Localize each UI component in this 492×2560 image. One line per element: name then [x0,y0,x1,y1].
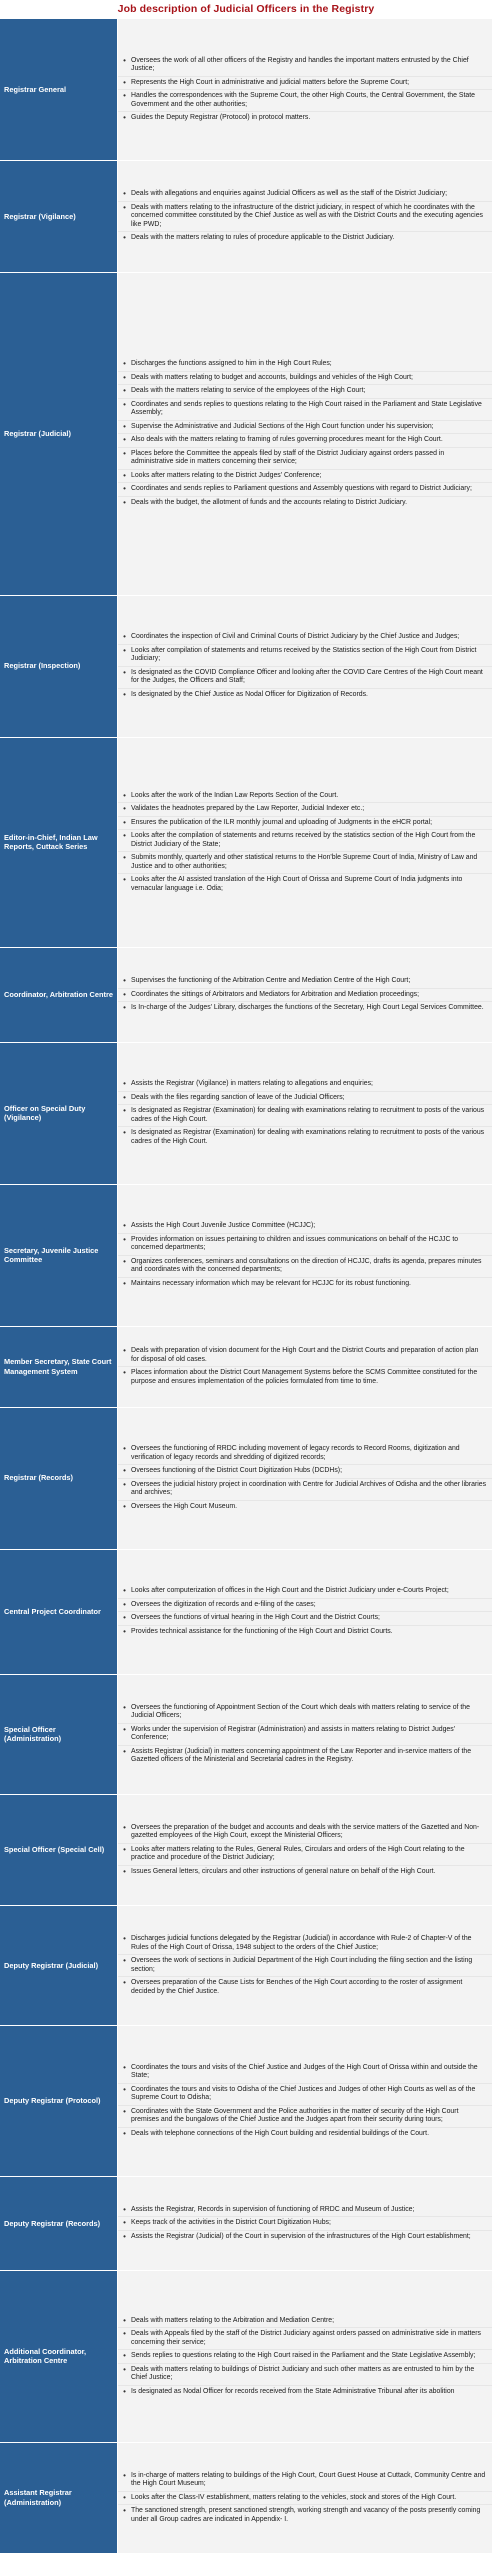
duty-text: Looks after matters relating to the District Judges' Conference; [131,471,322,479]
officer-row [0,948,492,1043]
officer-name: Coordinator, Arbitration Centre [4,990,113,1000]
duty-text: Discharges the functions assigned to him in the High Court Rules; [131,360,332,367]
bullet-icon: • [123,1106,126,1115]
bullet-icon: • [123,1221,126,1230]
bullet-icon: • [123,435,126,444]
officer-row [0,1043,492,1185]
bullet-icon: • [123,2204,126,2214]
bullet-icon: • [123,1003,126,1012]
officer-name: Registrar (Vigilance) [4,211,76,221]
bullet-icon: • [123,2315,126,2325]
duty-text: Deals with matters relating to budget and accounts, buildings and vehicles of the High Court; [131,373,413,381]
bullet-icon: • [123,55,126,65]
duties-list [118,2026,492,2176]
duty-item [118,1479,492,1501]
bullet-icon: • [123,1234,126,1244]
duty-item [118,434,492,448]
bullet-icon: • [123,202,126,212]
duty-item [118,2350,492,2364]
bullet-icon: • [123,372,126,382]
duty-text: Oversees the preparation of the budget and accounts and deals with the service matters of the Gazetted and Non-gazetted employees of the High Court, except the Ministerial Officers; [131,1823,480,1839]
officer-name: Editor-in-Chief, Indian Law Reports, Cuttack Series [4,832,98,852]
duty-item [118,2315,492,2329]
duty-item [118,667,492,689]
officer-name: Assistant Registrar (Administration) [4,2488,72,2507]
duty-text: Oversees the digitization of records and e-filing of the cases; [131,1600,316,1608]
bullet-icon: • [123,1128,126,1137]
duty-item [118,1612,492,1626]
bullet-icon: • [123,1346,126,1355]
bullet-icon: • [123,1724,126,1734]
duty-item [118,1955,492,1977]
duty-item [118,2128,492,2141]
duty-text: Looks after the work of the Indian Law Reports Section of the Court. [131,791,339,799]
duty-item [118,1599,492,1613]
duties-list [118,2177,492,2271]
duty-item [118,1234,492,1256]
duty-text: Also deals with the matters relating to framing of rules governing procedures meant for the High Court. [131,436,443,443]
duty-text: Oversees the judicial history project in coordination with Centre for Judicial Archives of Odisha and the other libraries and archives; [131,1480,487,1496]
duty-item [118,790,492,804]
duty-text: Looks after the Class-IV establishment, matters relating to the vehicles, stock and stores of the High Court. [131,2493,457,2501]
bullet-icon: • [123,386,126,395]
bullet-icon: • [123,359,126,368]
duty-item [118,448,492,470]
bullet-icon: • [123,1702,126,1712]
duty-item [118,1626,492,1639]
officer-name: Special Officer (Special Cell) [4,1845,105,1855]
officer-cell [0,2443,118,2554]
duty-text: Places before the Committee the appeals filed by staff of the District Judiciary against orders passed in administrative side in matters concerning their service; [131,449,445,465]
duty-text: Oversees the work of sections in Judicial Department of the High Court including the filing section and the listing section; [131,1957,473,1973]
officer-cell [0,2026,118,2176]
duty-item [118,483,492,497]
duty-text: Looks after matters relating to the Rules, General Rules, Circulars and orders of the High Court relating to the practice and procedure of the District Judiciary; [131,1845,465,1861]
duties-list [118,1408,492,1549]
officer-row [0,1795,492,1907]
duty-text: Provides technical assistance for the functioning of the High Court and District Courts. [131,1627,393,1635]
bullet-icon: • [123,1934,126,1943]
officer-cell [0,1550,118,1674]
officer-name: Central Project Coordinator [4,1606,101,1616]
duty-item [118,1724,492,1746]
officer-name: Registrar General [4,84,67,94]
officer-name: Registrar (Judicial) [4,428,71,438]
duty-text: Keeps track of the activities in the District Court Digitization Hubs; [131,2219,331,2226]
bullet-icon: • [123,1444,126,1453]
duty-item [118,689,492,702]
duty-text: Oversees the High Court Museum. [131,1502,238,1510]
duty-text: Oversees preparation of the Cause Lists for Benches of the High Court according to the roster of assignment decided by the Chief Justice. [131,1979,463,1995]
officer-name: Deputy Registrar (Protocol) [4,2096,101,2106]
duty-text: Is designated as the COVID Compliance Officer and looking after the COVID Care Centres of the High Court meant for the Judges, the Officers and Staff; [131,668,483,684]
duty-item [118,1256,492,1278]
bullet-icon: • [123,2106,126,2116]
bullet-icon: • [123,1626,126,1636]
bullet-icon: • [123,831,126,840]
duty-text: Assists the High Court Juvenile Justice Committee (HCJJC); [131,1222,316,1229]
officer-row [0,738,492,949]
duty-text: Is designated as Nodal Officer for records received from the State Administrative Tribunal after its abolition [131,2387,455,2395]
bullet-icon: • [123,2062,126,2072]
duty-item [118,1092,492,1106]
duty-text: Deals with the matters relating to rules of procedure applicable to the District Judiciary. [131,234,395,241]
page-title: Job description of Judicial Officers in the Registry [117,3,375,15]
duty-item [118,1933,492,1955]
bullet-icon: • [123,1613,126,1622]
bullet-icon: • [123,448,126,458]
bullet-icon: • [123,976,126,985]
duty-text: Assists the Registrar (Vigilance) in matters relating to allegations and enquiries; [131,1080,373,1087]
officer-row [0,161,492,273]
bullet-icon: • [123,1599,126,1609]
duty-text: Places information about the District Court Management Systems before the SCMS Committee constituted for the purpose and ensures implementation of the policies formulated from time to time. [131,1369,478,1385]
officer-cell [0,738,118,948]
duty-item [118,1501,492,1514]
duties-list [118,1906,492,2025]
duty-text: Coordinates and sends replies to questions relating to the High Court raised in the Parliament and State Legislative Assembly; [131,400,482,416]
duty-item [118,1977,492,1998]
officer-name: Additional Coordinator, Arbitration Centre [4,2346,87,2366]
duty-item [118,1866,492,1879]
duties-list [118,596,492,737]
duty-item [118,2204,492,2218]
duty-item [118,975,492,989]
bullet-icon: • [123,421,126,431]
duty-text: Deals with the budget, the allotment of funds and the accounts relating to District Judiciary. [131,498,408,506]
duty-text: Ensures the publication of the ILR monthly journal and uploading of Judgments in the eHCR portal; [131,818,433,826]
duty-item [118,2328,492,2350]
duties-list [118,161,492,272]
officer-cell [0,161,118,272]
duty-text: Looks after compilation of statements and returns received by the Statistics section of the High Court from District Judiciary; [131,646,477,662]
bullet-icon: • [123,989,126,999]
duty-item [118,2062,492,2084]
officer-row [0,1327,492,1408]
officer-row [0,1408,492,1550]
officer-cell [0,1795,118,1906]
duty-text: Looks after computerization of offices in the High Court and the District Judiciary under e-Courts Project; [131,1587,449,1594]
bullet-icon: • [123,804,126,813]
duty-item [118,2386,492,2399]
officer-cell [0,19,118,160]
duty-item [118,55,492,77]
bullet-icon: • [123,1368,126,1377]
bullet-icon: • [123,2470,126,2480]
duty-item [118,2217,492,2231]
officer-name: Registrar (Records) [4,1473,73,1483]
officer-row [0,1185,492,1327]
bullet-icon: • [123,1479,126,1489]
officer-name: Special Officer (Administration) [4,1724,62,1743]
officer-row [0,1550,492,1675]
officer-row [0,273,492,596]
officer-row [0,2177,492,2272]
duty-item [118,399,492,421]
duty-item [118,1002,492,1015]
officer-cell [0,1408,118,1549]
duty-text: Assists the Registrar, Records in supervision of functioning of RRDC and Museum of Justice; [131,2205,415,2213]
duty-item [118,470,492,484]
officer-row [0,596,492,738]
duty-text: Deals with the files regarding sanction of leave of the Judicial Officers; [131,1093,345,1101]
duty-text: Deals with matters relating to the infrastructure of the district judiciary, in respect of which he coordinates with the concerned committee constituted by the Chief Justice as well as with the District Courts and the executing agencies like PWD; [131,203,483,228]
duty-text: Supervises the functioning of the Arbitration Centre and Mediation Centre of the High Court; [131,977,411,984]
duty-text: Assists Registrar (Judicial) in matters concerning appointment of the Law Reporter and in-service matters of the Gazetted officers of the Ministerial and Secretarial cadres in the Registry. [131,1747,472,1763]
officer-cell [0,273,118,595]
bullet-icon: • [123,2492,126,2502]
bullet-icon: • [123,1746,126,1756]
bullet-icon: • [123,853,126,862]
duty-item [118,202,492,233]
bullet-icon: • [123,113,126,122]
officer-row [0,1906,492,2026]
bullet-icon: • [123,233,126,242]
bullet-icon: • [123,497,126,507]
bullet-icon: • [123,2386,126,2396]
bullet-icon: • [123,875,126,884]
officer-name: Member Secretary, State Court Management System [4,1357,112,1376]
duties-list [118,1043,492,1184]
bullet-icon: • [123,77,126,87]
duty-text: Submits monthly, quarterly and other statistical returns to the Hon'ble Supreme Court of India, Ministry of Law and Justice and to other authorities; [131,854,478,870]
duties-list [118,738,492,948]
duty-item [118,1127,492,1148]
bullet-icon: • [123,1466,126,1475]
duty-item [118,421,492,435]
duty-item [118,803,492,817]
duty-item [118,645,492,667]
bullet-icon: • [123,1092,126,1102]
bullet-icon: • [123,2218,126,2227]
bullet-icon: • [123,645,126,655]
duty-text: Deals with telephone connections of the High Court building and residential buildings of the Court. [131,2129,430,2137]
duty-text: Coordinates with the State Government and the Police authorities in the matter of security of the High Court premises and the bungalows of the Chief Justice and the Judges apart from their security during tours; [131,2107,459,2123]
duty-text: Is designated by the Chief Justice as Nodal Officer for Digitization of Records. [131,690,368,698]
duty-text: Oversees functioning of the District Court Digitization Hubs (DCDHs); [131,1467,343,1474]
duty-text: Looks after the AI assisted translation of the High Court of Orissa and Supreme Court of India judgments into vernacular language i.e. Odia; [131,876,463,892]
duty-text: Is designated as Registrar (Examination) for dealing with examinations relating to recruitment to posts of the various cadres of the High Court. [131,1129,485,1145]
bullet-icon: • [123,1822,126,1832]
bullet-icon: • [123,1256,126,1266]
duty-text: Handles the correspondences with the Supreme Court, the other High Courts, the Central Government, the State Government and the other authorities; [131,92,475,108]
duty-text: Coordinates the tours and visits of the Chief Justice and Judges of the High Court of Orissa within and outside the State; [131,2063,478,2079]
duty-item [118,1078,492,1092]
officer-cell [0,948,118,1042]
officer-cell [0,1043,118,1184]
bullet-icon: • [123,2084,126,2094]
officer-name: Officer on Special Duty (Vigilance) [4,1103,86,1122]
duty-item [118,989,492,1003]
duty-text: Sends replies to questions relating to the High Court raised in the Parliament and the State Legislative Assembly; [131,2352,476,2359]
officer-cell [0,1675,118,1794]
duties-list [118,2443,492,2554]
duty-item [118,1105,492,1127]
duty-text: Deals with matters relating to the Arbitration and Mediation Centre; [131,2316,334,2324]
bullet-icon: • [123,2351,126,2360]
officer-cell [0,1185,118,1326]
officer-row [0,19,492,161]
officer-name: Secretary, Juvenile Justice Committee [4,1245,99,1264]
duty-item [118,2084,492,2106]
duty-item [118,112,492,125]
officer-cell [0,596,118,737]
duty-text: Discharges judicial functions delegated by the Registrar (Judicial) in accordance with Rule-2 of Chapter-V of the Rules of the High Court of Orissa, 1948 subject to the orders of the Chief Justice; [131,1935,472,1951]
officer-name: Deputy Registrar (Judicial) [4,1960,99,1970]
bullet-icon: • [123,1978,126,1987]
duties-table [0,19,492,2560]
duty-item [118,2364,492,2386]
duty-text: Oversees the functioning of Appointment Section of the Court which deals with matters relating to service of the Judicial Officers; [131,1703,470,1719]
bullet-icon: • [123,2364,126,2374]
bullet-icon: • [123,399,126,409]
duty-text: Maintains necessary information which may be relevant for HCJJC for its robust functioning. [131,1279,411,1287]
duty-text: Deals with matters relating to buildings of District Judiciary and such other matters as are entrusted to him by the Chief Justice; [131,2365,475,2381]
duty-item [118,852,492,874]
duty-item [118,1443,492,1465]
duty-item [118,830,492,852]
duty-text: Is In-charge of the Judges' Library, discharges the functions of the Secretary, High Court Legal Services Committee. [131,1004,484,1011]
officer-name: Registrar (Inspection) [4,661,81,671]
bullet-icon: • [123,667,126,677]
duty-text: Deals with preparation of vision document for the High Court and the District Courts and preparation of action plan for disposal of old cases. [131,1347,479,1363]
duties-list [118,1675,492,1794]
duty-item [118,497,492,510]
duties-list [118,1185,492,1326]
bullet-icon: • [123,1079,126,1088]
bullet-icon: • [123,1501,126,1511]
duty-text: Represents the High Court in administrative and judicial matters before the Supreme Court; [131,78,410,86]
duty-item [118,817,492,831]
bullet-icon: • [123,2231,126,2241]
duty-text: Assists the Registrar (Judicial) of the Court in supervision of the infrastructures of the High Court establishment; [131,2232,471,2240]
officer-cell [0,1327,118,1407]
bullet-icon: • [123,817,126,827]
bullet-icon: • [123,632,126,641]
bullet-icon: • [123,189,126,198]
duties-list [118,1795,492,1906]
duty-text: Issues General letters, circulars and other instructions of general nature on behalf of the High Court. [131,1867,436,1875]
duty-item [118,1844,492,1866]
duty-text: Is in-charge of matters relating to buildings of the High Court, Court Guest House at Cuttack, Community Centre and the High Court Museum; [131,2471,486,2487]
duty-item [118,631,492,645]
duty-text: Deals with allegations and enquiries against Judicial Officers as well as the staff of the District Judiciary; [131,190,448,197]
officer-row [0,1675,492,1795]
officer-row [0,2271,492,2443]
duties-list [118,273,492,595]
duty-text: Oversees the functioning of RRDC including movement of legacy records to Record Rooms, digitization and verification of legacy records and shredding of digitized records; [131,1445,460,1461]
officer-row [0,2026,492,2177]
duty-text: Deals with Appeals filed by the staff of the District Judiciary against orders passed on administrative side in matters concerning their service; [131,2330,481,2346]
duty-item [118,1822,492,1844]
officer-cell [0,1906,118,2025]
bullet-icon: • [123,1956,126,1965]
duty-text: Looks after the compilation of statements and returns received by the statistics section of the High Court from the District Judiciary of the State; [131,832,476,848]
duty-text: Guides the Deputy Registrar (Protocol) in protocol matters. [131,114,311,121]
duty-item [118,1746,492,1767]
duty-text: Coordinates and sends replies to Parliament questions and Assembly questions with regard to District Judiciary; [131,485,472,492]
duties-list [118,1327,492,1407]
officer-cell [0,2271,118,2442]
officer-row [0,2443,492,2555]
bullet-icon: • [123,2128,126,2138]
duty-text: Validates the headnotes prepared by the Law Reporter, Judicial Indexer etc.; [131,805,365,812]
bullet-icon: • [123,2329,126,2338]
bullet-icon: • [123,2506,126,2515]
duty-item [118,2470,492,2492]
duties-list [118,19,492,160]
duties-list [118,1550,492,1674]
duties-list [118,948,492,1042]
bullet-icon: • [123,790,126,800]
duty-item [118,77,492,91]
duty-item [118,2231,492,2244]
duty-item [118,358,492,372]
duty-item [118,1345,492,1367]
bullet-icon: • [123,1586,126,1595]
duty-item [118,1585,492,1599]
duty-text: Oversees the functions of virtual hearing in the High Court and the District Courts; [131,1614,380,1621]
officer-cell [0,2177,118,2271]
duty-text: Organizes conferences, seminars and consultations on the direction of HCJJC, drafts its agenda, prepares minutes and coordinates with the concerned departments; [131,1257,482,1273]
duty-item [118,1702,492,1724]
duties-list [118,2271,492,2442]
duty-text: Coordinates the sittings of Arbitrators and Mediators for Arbitration and Mediation proceedings; [131,990,420,998]
duty-item [118,1220,492,1234]
duty-item [118,1465,492,1479]
duty-item [118,385,492,399]
duty-item [118,232,492,245]
duty-item [118,874,492,895]
bullet-icon: • [123,470,126,480]
duty-text: Provides information on issues pertaining to children and issues communications on behalf of the HCJJC to concerned departments; [131,1235,459,1251]
bullet-icon: • [123,1844,126,1854]
duty-item [118,1278,492,1291]
duty-text: The sanctioned strength, present sanctioned strength, working strength and vacancy of the posts presently coming under all Group cadres are indicated in Appendix- I. [131,2507,481,2523]
duty-item [118,90,492,112]
duty-text: Coordinates the inspection of Civil and Criminal Courts of District Judiciary by the Chief Justice and Judges; [131,633,460,640]
duty-item [118,188,492,202]
officer-name: Deputy Registrar (Records) [4,2218,101,2228]
duty-item [118,372,492,386]
bullet-icon: • [123,484,126,493]
bullet-icon: • [123,1866,126,1876]
duty-item [118,1367,492,1388]
duty-text: Deals with the matters relating to service of the employees of the High Court; [131,387,366,394]
duty-text: Works under the supervision of Registrar (Administration) and assists in matters relating to District Judges' Conference; [131,1725,456,1741]
bullet-icon: • [123,1278,126,1288]
duty-item [118,2505,492,2526]
duty-text: Is designated as Registrar (Examination) for dealing with examinations relating to recruitment to posts of the various cadres of the High Court. [131,1107,485,1123]
duty-text: Supervise the Administrative and Judicial Sections of the High Court function under his supervision; [131,422,434,430]
bullet-icon: • [123,91,126,100]
bullet-icon: • [123,689,126,699]
duty-item [118,2492,492,2506]
duty-text: Coordinates the tours and visits to Odisha of the Chief Justices and Judges of other High Courts as well as of the Supreme Court to Odisha; [131,2085,476,2101]
duty-text: Oversees the work of all other officers of the Registry and handles the important matters entrusted by the Chief Justice; [131,56,469,72]
duty-item [118,2106,492,2128]
